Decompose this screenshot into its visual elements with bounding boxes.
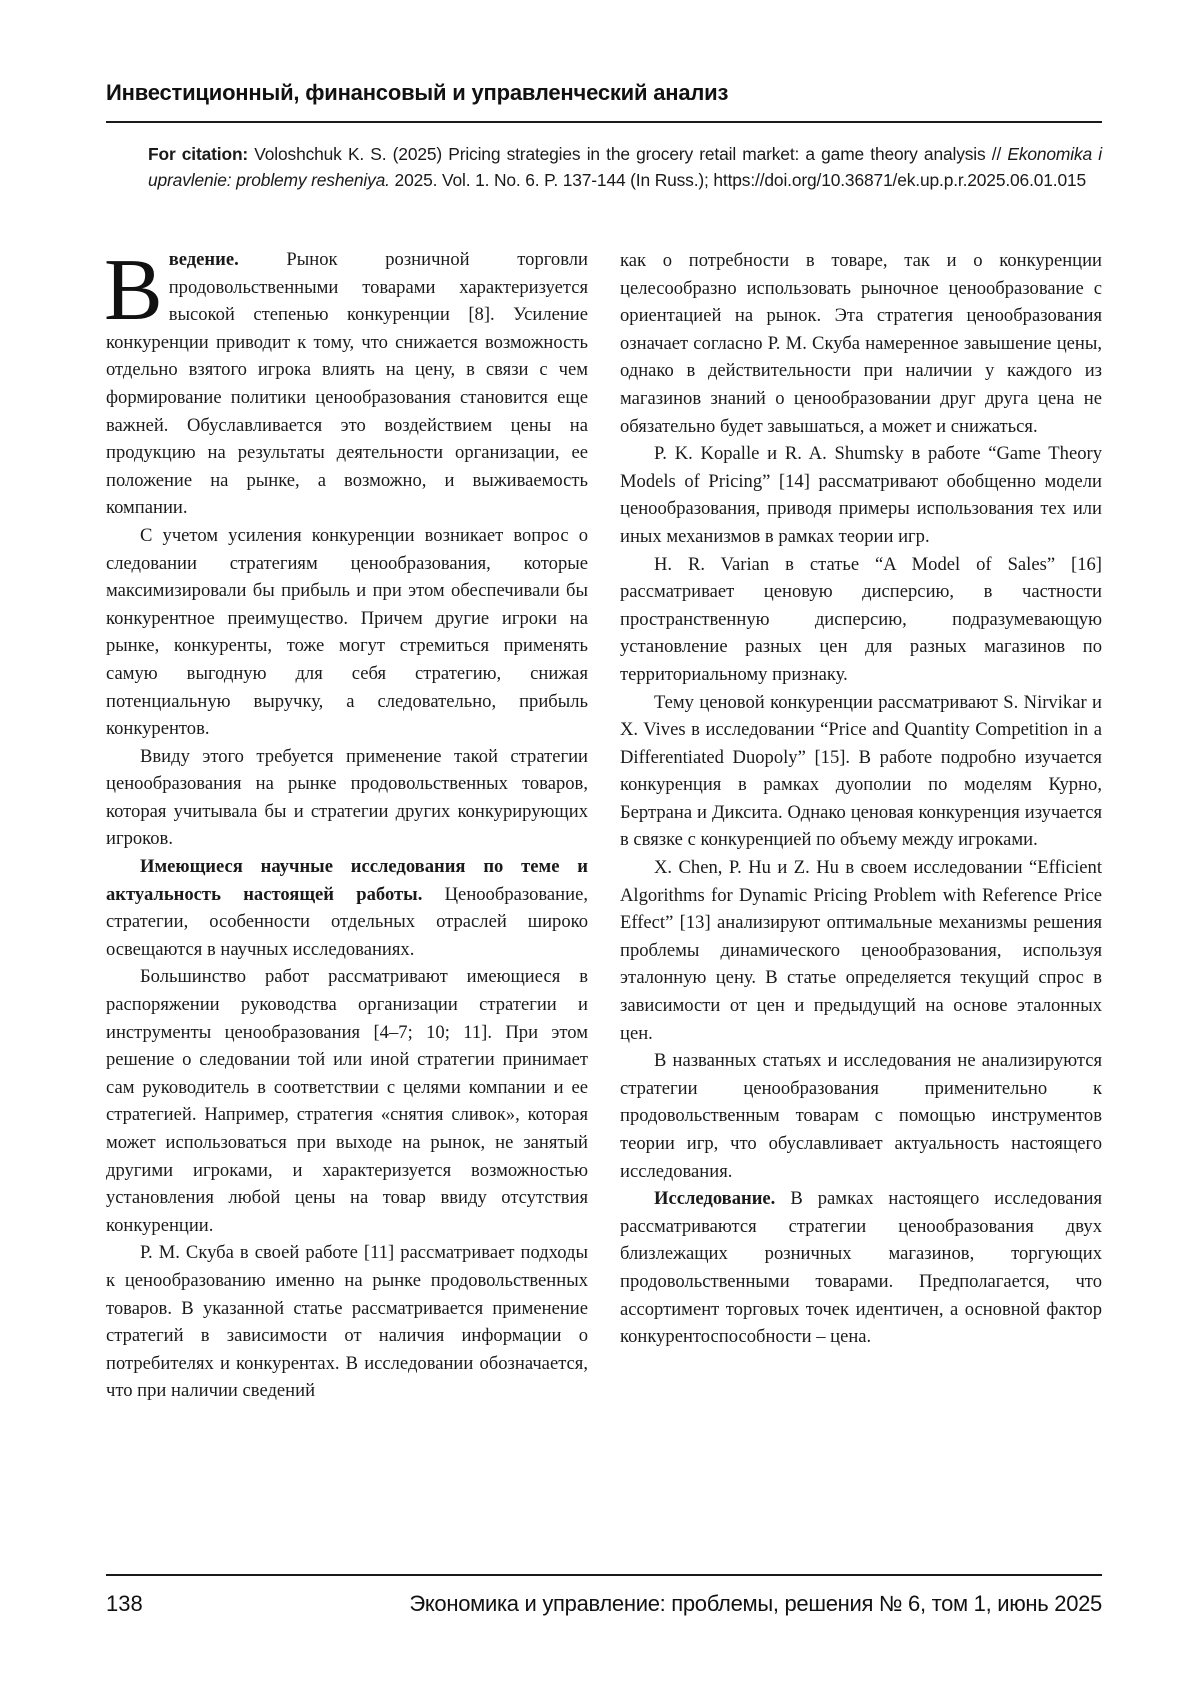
paragraph: Большинство работ рассматривают имеющиеся в распоряжении руководства организации стратегии и инструменты ценообразования [4–7; 10; 11]. При этом решение о следовании той или иной стратегии принимает сам руководитель в соответствии с целями компании и ее стратегией. Например, стратегия «снятия сливок», которая может использоваться при выходе на рынок, не занятый другими игроками, и характеризуется возможностью установления любой цены на товар ввиду отсутствия конкуренции. xyxy=(106,966,588,1236)
paragraph: С учетом усиления конкуренции возникает вопрос о следовании стратегиям ценообразования, которые максимизировали бы прибыль и при этом обеспечивали бы конкурентное преимущество. Причем другие игроки на рынке, конкуренты, тоже могут стремиться применять самую выгодную для себя стратегию, снижая потенциальную выручку, а следовательно, прибыль конкурентов. xyxy=(106,524,588,740)
running-head-title: Инвестиционный, финансовый и управленческий анализ xyxy=(106,80,729,105)
footer-divider xyxy=(106,1574,1102,1576)
paragraph: В названных статьях и исследования не анализируются стратегии ценообразования применительно к продовольственным товарам с помощью инструментов теории игр, что обуславливает актуальность настоящего исследования. xyxy=(620,1050,1102,1182)
paragraph: Тему ценовой конкуренции рассматривают S. Nirvikar и X. Vives в исследовании “Price and Quantity Competition in a Differentiated Duopoly” [15]. В работе подробно изучается конкуренция в рамках дуополии по моделям Курно, Бертрана и Диксита. Однако ценовая конкуренция изучается в связке с конкуренцией по объему между игроками. xyxy=(620,691,1102,851)
paragraph: H. R. Varian в статье “A Model of Sales” [16] рассматривает ценовую дисперсию, в частности пространственную дисперсию, подразумевающую установление разных цен для разных магазинов по территориальному признаку. xyxy=(620,553,1102,685)
header-divider xyxy=(106,121,1102,123)
citation-block xyxy=(148,141,1102,193)
drop-cap: В xyxy=(104,242,163,339)
intro-paragraph xyxy=(104,242,588,522)
citation-journal: Ekonomika i upravlenie: problemy resheniya. xyxy=(148,144,1102,190)
section-heading: Имеющиеся научные исследования по теме и актуальность настоящей работы. xyxy=(106,856,588,905)
right-column xyxy=(620,247,1102,1351)
page-number: 138 xyxy=(106,1591,143,1616)
citation-details: 2025. Vol. 1. No. 6. P. 137-144 (In Russ.); https://doi.org/10.36871/ek.up.p.r.2025.06.01.015 xyxy=(389,170,1087,190)
section-paragraph xyxy=(620,1185,1102,1351)
citation-label: For citation: xyxy=(148,144,249,164)
paragraph: Ввиду этого требуется применение такой стратегии ценообразования на рынке продовольственных товаров, которая учитывала бы и стратегии других конкурирующих игроков. xyxy=(106,745,588,850)
paragraph: Р. М. Скуба в своей работе [11] рассматривает подходы к ценообразованию именно на рынке продовольственных товаров. В указанной статье рассматривается применение стратегий в зависимости от наличия информации о потребителях и конкурентах. В исследовании обозначается, что при наличии сведений xyxy=(106,1242,588,1402)
paragraph: X. Chen, P. Hu и Z. Hu в своем исследовании “Efficient Algorithms for Dynamic Pricing Problem with Reference Price Effect” [13] анализируют оптимальные механизмы решения проблемы динамического ценообразования, используя эталонную цену. В статье определяется текущий спрос в зависимости от цен и предыдущий на основе эталонных цен. xyxy=(620,857,1102,1044)
section-paragraph xyxy=(106,853,588,963)
section-text: Ценообразование, стратегии, особенности отдельных отраслей широко освещаются в научных исследованиях. xyxy=(106,883,588,960)
paragraph: P. K. Kopalle и R. A. Shumsky в работе “Game Theory Models of Pricing” [14] рассматривают обобщенно модели ценообразования, приводя примеры использования тех или иных механизмов в рамках теории игр. xyxy=(620,443,1102,547)
intro-heading: ведение. xyxy=(168,249,239,270)
journal-footer: Экономика и управление: проблемы, решения № 6, том 1, июнь 2025 xyxy=(409,1591,1102,1616)
section-heading: Исследование. xyxy=(654,1188,776,1210)
section-text: В рамках настоящего исследования рассматриваются стратегии ценообразования двух близлежащих розничных магазинов, торгующих продовольственными товарами. Предполагается, что ассортимент торговых точек идентичен, а основной фактор конкурентоспособности – цена. xyxy=(620,1188,1102,1348)
citation-authors: Voloshchuk K. S. (2025) Pricing strategies in the grocery retail market: a game theory analysis // xyxy=(248,144,1008,164)
intro-text: Рынок розничной торговли продовольственными товарами характеризуется высокой степенью конкуренции [8]. Усиление конкуренции приводит к тому, что снижается возможность отдельно взятого игрока влиять на цену, в связи с чем формирование политики ценообразования становится еще важней. Обуславливается это воздействием цены на продукцию на результаты деятельности организации, ее положение на рынке, а возможно, и выживаемость компании. xyxy=(106,249,588,519)
left-column xyxy=(104,242,588,1405)
paragraph-continued: как о потребности в товаре, так и о конкуренции целесообразно использовать рыночное ценообразование с ориентацией на рынок. Эта стратегия ценообразования означает согласно Р. М. Скуба намеренное завышение цены, однако в действительности при наличии у каждого из магазинов знаний о ценообразовании друг друга цена не обязательно будет завышаться, а может и снижаться. xyxy=(620,250,1102,437)
